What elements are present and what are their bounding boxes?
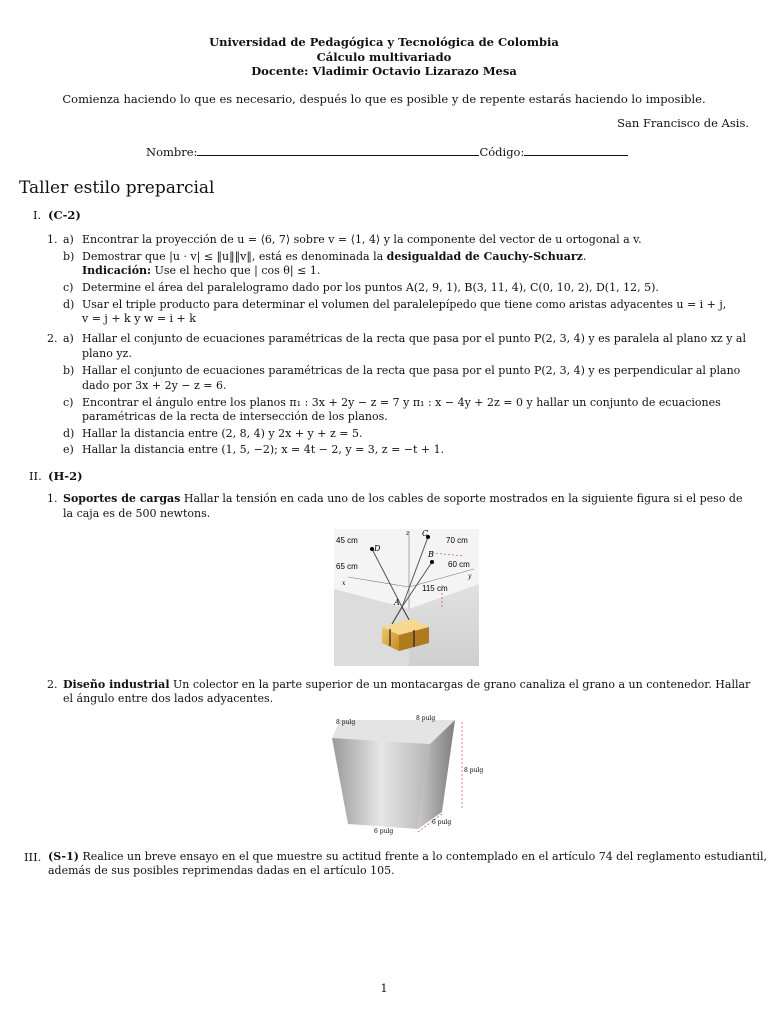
- axis-z: z: [406, 530, 410, 537]
- s3-text-line2: además de sus posibles reprimendas dadas en el artículo 105.: [48, 864, 395, 877]
- label-C: C: [422, 529, 429, 538]
- h1-number: 1.: [47, 492, 58, 505]
- quote-text: Comienza haciendo lo que es necesario, después lo que es posible y de repente estarás haciendo lo imposible.: [62, 92, 706, 106]
- student-form: [146, 143, 628, 159]
- q2b-text-line1: Hallar el conjunto de ecuaciones paramétricas de la recta que pasa por el punto P(2, 3, 4) y es perpendicular al plano: [82, 364, 741, 377]
- q1d-label: d): [63, 298, 75, 311]
- quote-author: San Francisco de Asis.: [617, 116, 749, 130]
- q2b-label: b): [63, 364, 75, 377]
- point-b: [430, 560, 434, 564]
- hopper-front: [332, 738, 430, 829]
- label-60cm: 60 cm: [448, 560, 470, 569]
- h2-number: 2.: [47, 678, 58, 691]
- course-name: Cálculo multivariado: [316, 50, 452, 64]
- q1c-label: c): [63, 281, 74, 294]
- section-2-tag: (H-2): [48, 469, 83, 483]
- q2a-label: a): [63, 332, 74, 345]
- q2d-label: d): [63, 427, 75, 440]
- name-field[interactable]: [197, 143, 479, 156]
- q1c-text: Determine el área del paralelogramo dado por los puntos A(2, 9, 1), B(3, 11, 4), C(0, 10, 2), D(1, 12, 5).: [82, 281, 659, 294]
- axis-x: x: [342, 580, 346, 587]
- section-3-number: III.: [24, 850, 42, 864]
- grain-hopper-figure: [330, 714, 484, 836]
- q2c-text-line1: Encontrar el ángulo entre los planos π₁ : 3x + 2y − z = 7 y π₁ : x − 4y + 2z = 0 y hallar un conjunto de ecuaciones: [82, 396, 721, 409]
- axis-y: y: [468, 573, 472, 580]
- q2e-text: Hallar la distancia entre (1, 5, −2); x = 4t − 2, y = 3, z = −t + 1.: [82, 443, 445, 456]
- label-D: D: [374, 544, 381, 553]
- h2-text-line2: el ángulo entre dos lados adyacentes.: [63, 692, 274, 705]
- label-bottom-right: 6 pulg: [432, 819, 452, 826]
- university-name: Universidad de Pedagógica y Tecnológica de Colombia: [209, 35, 559, 49]
- label-bottom-left: 6 pulg: [374, 828, 394, 835]
- q1d-text-line1: Usar el triple producto para determinar el volumen del paralelepípedo que tiene como aristas adyacentes u = i + j,: [82, 298, 727, 311]
- q2-number: 2.: [47, 332, 58, 345]
- q2e-label: e): [63, 443, 74, 456]
- q2a-text-line2: plano yz.: [82, 347, 132, 360]
- cauchy-schwarz-bold: desigualdad de Cauchy-Schuarz: [386, 250, 583, 263]
- section-1-number: I.: [33, 208, 42, 222]
- section-2-number: II.: [29, 469, 42, 483]
- q2d-text: Hallar la distancia entre (2, 8, 4) y 2x + y + z = 5.: [82, 427, 363, 440]
- h1-text-line1: Soportes de cargas Hallar la tensión en cada uno de los cables de soporte mostrados en la siguiente figura si el peso de: [63, 492, 743, 505]
- q1b-text: Demostrar que |u · v| ≤ ‖u‖‖v‖, está es denominada la desigualdad de Cauchy-Schuarz.: [82, 250, 587, 263]
- label-top-left: 8 pulg: [336, 719, 356, 726]
- name-label: Nombre:: [146, 145, 198, 159]
- q2c-text-line2: paramétricas de la recta de intersección de los planos.: [82, 410, 388, 423]
- cable-support-figure: [334, 529, 479, 666]
- section-1-tag: (C-2): [48, 208, 81, 222]
- q2c-label: c): [63, 396, 74, 409]
- label-70cm: 70 cm: [446, 536, 468, 545]
- q1b-label: b): [63, 250, 75, 263]
- q2b-text-line2: dado por 3x + 2y − z = 6.: [82, 379, 227, 392]
- label-height: 8 pulg: [464, 767, 484, 774]
- q1d-text-line2: v = j + k y w = i + k: [82, 312, 196, 325]
- page-number: 1: [380, 982, 388, 995]
- q1a-label: a): [63, 233, 74, 246]
- q1-number: 1.: [47, 233, 58, 246]
- code-label: Código:: [479, 145, 525, 159]
- label-115cm: 115 cm: [422, 584, 448, 593]
- label-65cm: 65 cm: [336, 562, 358, 571]
- q2a-text-line1: Hallar el conjunto de ecuaciones paramétricas de la recta que pasa por el punto P(2, 3, 4) y es paralela al plano xz y al: [82, 332, 746, 345]
- label-B: B: [428, 550, 434, 559]
- label-45cm: 45 cm: [336, 536, 358, 545]
- code-field[interactable]: [524, 143, 628, 156]
- h1-text-line2: la caja es de 500 newtons.: [63, 507, 211, 520]
- label-top-right: 8 pulg: [416, 715, 436, 722]
- label-A: A: [394, 598, 400, 607]
- teacher-name: Docente: Vladimir Octavio Lizarazo Mesa: [251, 64, 517, 78]
- q1a-text: Encontrar la proyección de u = ⟨6, 7⟩ sobre v = ⟨1, 4⟩ y la componente del vector de u ortogonal a v.: [82, 233, 642, 246]
- h2-text-line1: Diseño industrial Un colector en la parte superior de un montacargas de grano canaliza el grano a un contenedor. Hallar: [63, 678, 751, 691]
- q1b-hint: Indicación: Use el hecho que | cos θ| ≤ 1.: [82, 264, 321, 277]
- page-title: Taller estilo preparcial: [19, 178, 215, 198]
- s3-text-line1: (S-1) Realice un breve ensayo en el que muestre su actitud frente a lo contemplado en el artículo 74 del reglamento estudiantil,: [48, 850, 768, 863]
